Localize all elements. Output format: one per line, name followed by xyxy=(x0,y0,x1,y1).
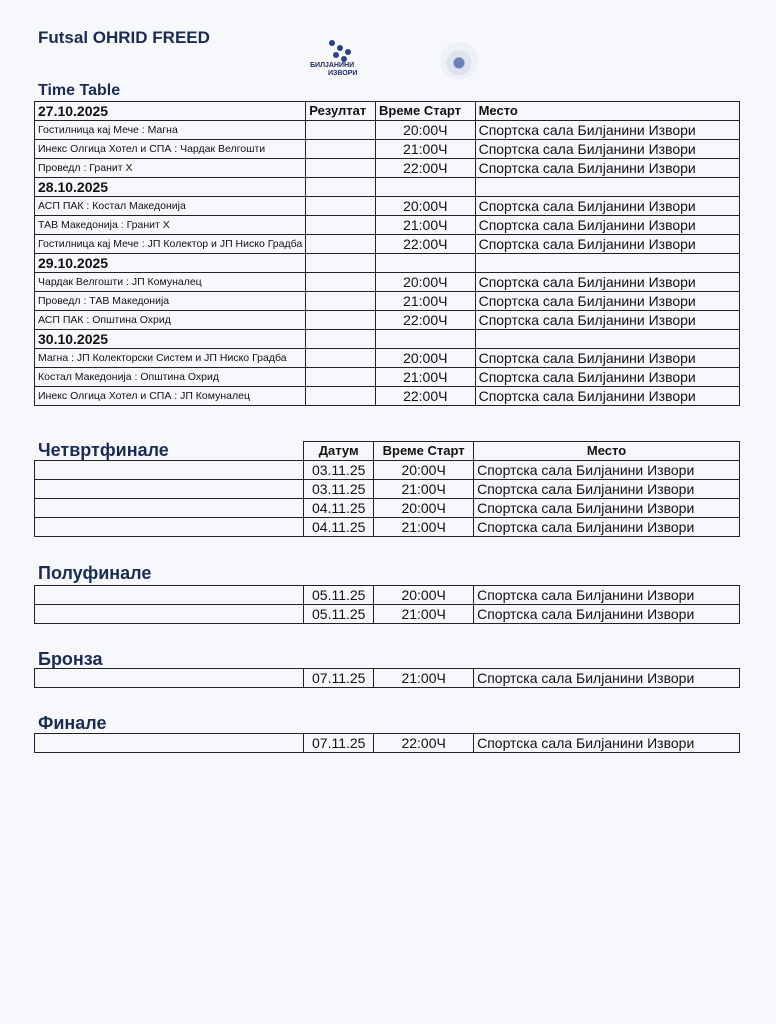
header-start-time: Време Старт xyxy=(374,442,474,461)
match-row xyxy=(35,121,740,140)
bronze-title: Бронза xyxy=(38,649,103,669)
match-time: 20:00Ч xyxy=(376,197,476,216)
match-row xyxy=(35,273,740,292)
match-venue: Спортска сала Билјанини Извори xyxy=(475,216,739,235)
match-row xyxy=(35,499,740,518)
quarterfinal-title: Четвртфинале xyxy=(38,440,169,460)
match-venue: Спортска сала Билјанини Извори xyxy=(474,734,740,753)
match-row xyxy=(35,311,740,330)
match-venue: Спортска сала Билјанини Извори xyxy=(475,368,739,387)
header-venue: Место xyxy=(475,102,739,121)
match-time: 21:00Ч xyxy=(376,216,476,235)
day-header-row xyxy=(35,178,740,197)
final-table xyxy=(34,733,740,753)
match-time: 22:00Ч xyxy=(374,734,474,753)
header-venue: Место xyxy=(474,442,740,461)
match-result xyxy=(306,140,376,159)
timetable-table xyxy=(34,101,740,406)
match-time: 20:00Ч xyxy=(376,273,476,292)
day-date: 28.10.2025 xyxy=(35,178,306,197)
match-teams: Инекс Олгица Хотел и СПА : Чардак Велгошти xyxy=(35,140,306,159)
match-venue: Спортска сала Билјанини Извори xyxy=(474,605,740,624)
match-venue: Спортска сала Билјанини Извори xyxy=(475,387,739,406)
match-row xyxy=(35,159,740,178)
bronze-table xyxy=(34,668,740,688)
match-row xyxy=(35,292,740,311)
match-result xyxy=(306,159,376,178)
day-header-row xyxy=(35,254,740,273)
match-time: 20:00Ч xyxy=(376,349,476,368)
match-teams: ТАВ Македонија : Гранит Х xyxy=(35,216,306,235)
day-date: 30.10.2025 xyxy=(35,330,306,349)
match-time: 21:00Ч xyxy=(376,368,476,387)
match-teams: Чардак Велгошти : ЈП Комуналец xyxy=(35,273,306,292)
semifinal-title: Полуфинале xyxy=(38,563,152,583)
match-venue: Спортска сала Билјанини Извори xyxy=(474,499,740,518)
match-time: 21:00Ч xyxy=(374,605,474,624)
match-row xyxy=(35,586,740,605)
day-date: 27.10.2025 xyxy=(35,102,306,121)
match-teams: Гостилница кај Мече : ЈП Колектор и ЈП Ниско Градба xyxy=(35,235,306,254)
match-result xyxy=(306,197,376,216)
match-venue: Спортска сала Билјанини Извори xyxy=(474,461,740,480)
match-venue: Спортска сала Билјанини Извори xyxy=(474,480,740,499)
header-date: Датум xyxy=(304,442,374,461)
match-venue: Спортска сала Билјанини Извори xyxy=(474,586,740,605)
header-blank xyxy=(35,442,304,461)
match-row xyxy=(35,461,740,480)
quarterfinal-table xyxy=(34,441,740,537)
match-date: 05.11.25 xyxy=(304,586,374,605)
match-teams xyxy=(35,461,304,480)
final-title: Финале xyxy=(38,713,107,733)
match-teams: Проведл : Гранит Х xyxy=(35,159,306,178)
match-row xyxy=(35,734,740,753)
day-header-row xyxy=(35,102,740,121)
match-row xyxy=(35,480,740,499)
match-time: 21:00Ч xyxy=(376,292,476,311)
match-venue: Спортска сала Билјанини Извори xyxy=(475,140,739,159)
match-row xyxy=(35,349,740,368)
match-teams: АСП ПАК : Костал Македонија xyxy=(35,197,306,216)
timetable-title: Time Table xyxy=(38,82,121,99)
match-venue: Спортска сала Билјанини Извори xyxy=(475,273,739,292)
match-row xyxy=(35,387,740,406)
empty-cell xyxy=(475,330,739,349)
match-time: 21:00Ч xyxy=(376,140,476,159)
match-row xyxy=(35,368,740,387)
match-row xyxy=(35,140,740,159)
match-result xyxy=(306,349,376,368)
empty-cell xyxy=(475,254,739,273)
match-venue: Спортска сала Билјанини Извори xyxy=(475,197,739,216)
match-teams: АСП ПАК : Општина Охрид xyxy=(35,311,306,330)
header-result: Резултат xyxy=(306,102,376,121)
empty-cell xyxy=(376,178,476,197)
match-result xyxy=(306,235,376,254)
empty-cell xyxy=(306,330,376,349)
match-result xyxy=(306,368,376,387)
match-result xyxy=(306,387,376,406)
match-teams: Гостилница кај Мече : Магна xyxy=(35,121,306,140)
logo-text: БИЛЈАНИНИ ИЗВОРИ xyxy=(310,62,358,77)
match-teams xyxy=(35,518,304,537)
match-time: 21:00Ч xyxy=(374,669,474,688)
empty-cell xyxy=(306,254,376,273)
match-time: 22:00Ч xyxy=(376,311,476,330)
match-result xyxy=(306,311,376,330)
match-date: 04.11.25 xyxy=(304,518,374,537)
match-row xyxy=(35,518,740,537)
match-date: 07.11.25 xyxy=(304,669,374,688)
match-result xyxy=(306,273,376,292)
empty-cell xyxy=(475,178,739,197)
header-start-time: Време Старт xyxy=(376,102,476,121)
match-teams xyxy=(35,605,304,624)
match-teams xyxy=(35,480,304,499)
match-date: 03.11.25 xyxy=(304,480,374,499)
match-date: 03.11.25 xyxy=(304,461,374,480)
match-venue: Спортска сала Билјанини Извори xyxy=(475,121,739,140)
match-row xyxy=(35,235,740,254)
match-result xyxy=(306,216,376,235)
match-row xyxy=(35,197,740,216)
match-teams xyxy=(35,586,304,605)
match-row xyxy=(35,605,740,624)
match-date: 05.11.25 xyxy=(304,605,374,624)
empty-cell xyxy=(376,254,476,273)
biljanini-izvori-logo xyxy=(305,40,373,84)
match-teams: Магна : ЈП Колекторски Систем и ЈП Ниско Градба xyxy=(35,349,306,368)
match-teams xyxy=(35,734,304,753)
quarterfinal-header-row xyxy=(35,442,740,461)
match-teams: Костал Македонија : Општина Охрид xyxy=(35,368,306,387)
match-time: 21:00Ч xyxy=(374,518,474,537)
match-teams xyxy=(35,499,304,518)
match-teams xyxy=(35,669,304,688)
day-header-row xyxy=(35,330,740,349)
match-result xyxy=(306,121,376,140)
match-row xyxy=(35,216,740,235)
day-date: 29.10.2025 xyxy=(35,254,306,273)
empty-cell xyxy=(306,178,376,197)
match-date: 04.11.25 xyxy=(304,499,374,518)
match-venue: Спортска сала Билјанини Извори xyxy=(474,518,740,537)
match-venue: Спортска сала Билјанини Извори xyxy=(475,311,739,330)
match-venue: Спортска сала Билјанини Извори xyxy=(475,292,739,311)
match-time: 21:00Ч xyxy=(374,480,474,499)
match-result xyxy=(306,292,376,311)
match-venue: Спортска сала Билјанини Извори xyxy=(475,349,739,368)
match-teams: Проведл : ТАВ Македонија xyxy=(35,292,306,311)
match-row xyxy=(35,669,740,688)
document-title: Futsal OHRID FREED xyxy=(38,28,210,47)
match-time: 20:00Ч xyxy=(374,586,474,605)
sponsor-emblem-icon xyxy=(440,42,478,80)
match-time: 20:00Ч xyxy=(374,461,474,480)
match-venue: Спортска сала Билјанини Извори xyxy=(474,669,740,688)
semifinal-table xyxy=(34,585,740,624)
match-venue: Спортска сала Билјанини Извори xyxy=(475,159,739,178)
match-time: 22:00Ч xyxy=(376,235,476,254)
match-time: 22:00Ч xyxy=(376,387,476,406)
match-time: 20:00Ч xyxy=(374,499,474,518)
match-teams: Инекс Олгица Хотел и СПА : ЈП Комуналец xyxy=(35,387,306,406)
match-time: 20:00Ч xyxy=(376,121,476,140)
match-date: 07.11.25 xyxy=(304,734,374,753)
match-time: 22:00Ч xyxy=(376,159,476,178)
match-venue: Спортска сала Билјанини Извори xyxy=(475,235,739,254)
empty-cell xyxy=(376,330,476,349)
